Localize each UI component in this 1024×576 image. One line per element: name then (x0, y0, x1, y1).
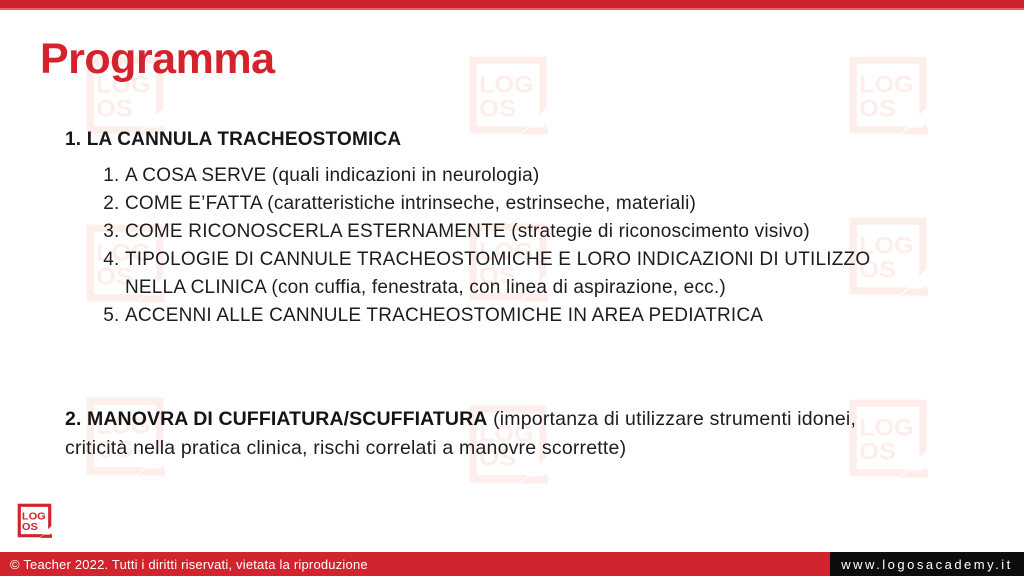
section2-lead: 2. MANOVRA DI CUFFIATURA/SCUFFIATURA (65, 408, 488, 430)
top-accent-bar (0, 0, 1024, 10)
list-item: 2. COME E’FATTA (caratteristiche intrinseche, estrinseche, materiali) (125, 190, 905, 218)
slide-title: Programma (40, 35, 275, 83)
website-text: www.logosacademy.it (841, 556, 1013, 572)
list-item: 3. COME RICONOSCERLA ESTERNAMENTE (strategie di riconoscimento visivo) (125, 218, 905, 246)
section2-paragraph (65, 405, 910, 462)
logos-logo (17, 503, 52, 538)
program-list (65, 162, 905, 330)
logos-watermark (848, 55, 928, 135)
section1-heading: 1. LA CANNULA TRACHEOSTOMICA (65, 129, 402, 150)
copyright-bar (0, 552, 830, 576)
copyright-text: © Teacher 2022. Tutti i diritti riservati, vietata la riproduzione (10, 556, 368, 572)
section2-rest: (importanza di utilizzare strumenti idonei, criticità nella pratica clinica, rischi correlati a manovre scorrette) (65, 408, 857, 459)
website-bar (830, 552, 1024, 576)
list-item: 5. ACCENNI ALLE CANNULE TRACHEOSTOMICHE IN AREA PEDIATRICA (125, 302, 905, 330)
list-item: 4. TIPOLOGIE DI CANNULE TRACHEOSTOMICHE E LORO INDICAZIONI DI UTILIZZO NELLA CLINICA (con cuffia, fenestrata, con linea di aspirazione, ecc.) (125, 246, 905, 302)
logos-watermark (468, 55, 548, 135)
list-item: 1. A COSA SERVE (quali indicazioni in neurologia) (125, 162, 905, 190)
